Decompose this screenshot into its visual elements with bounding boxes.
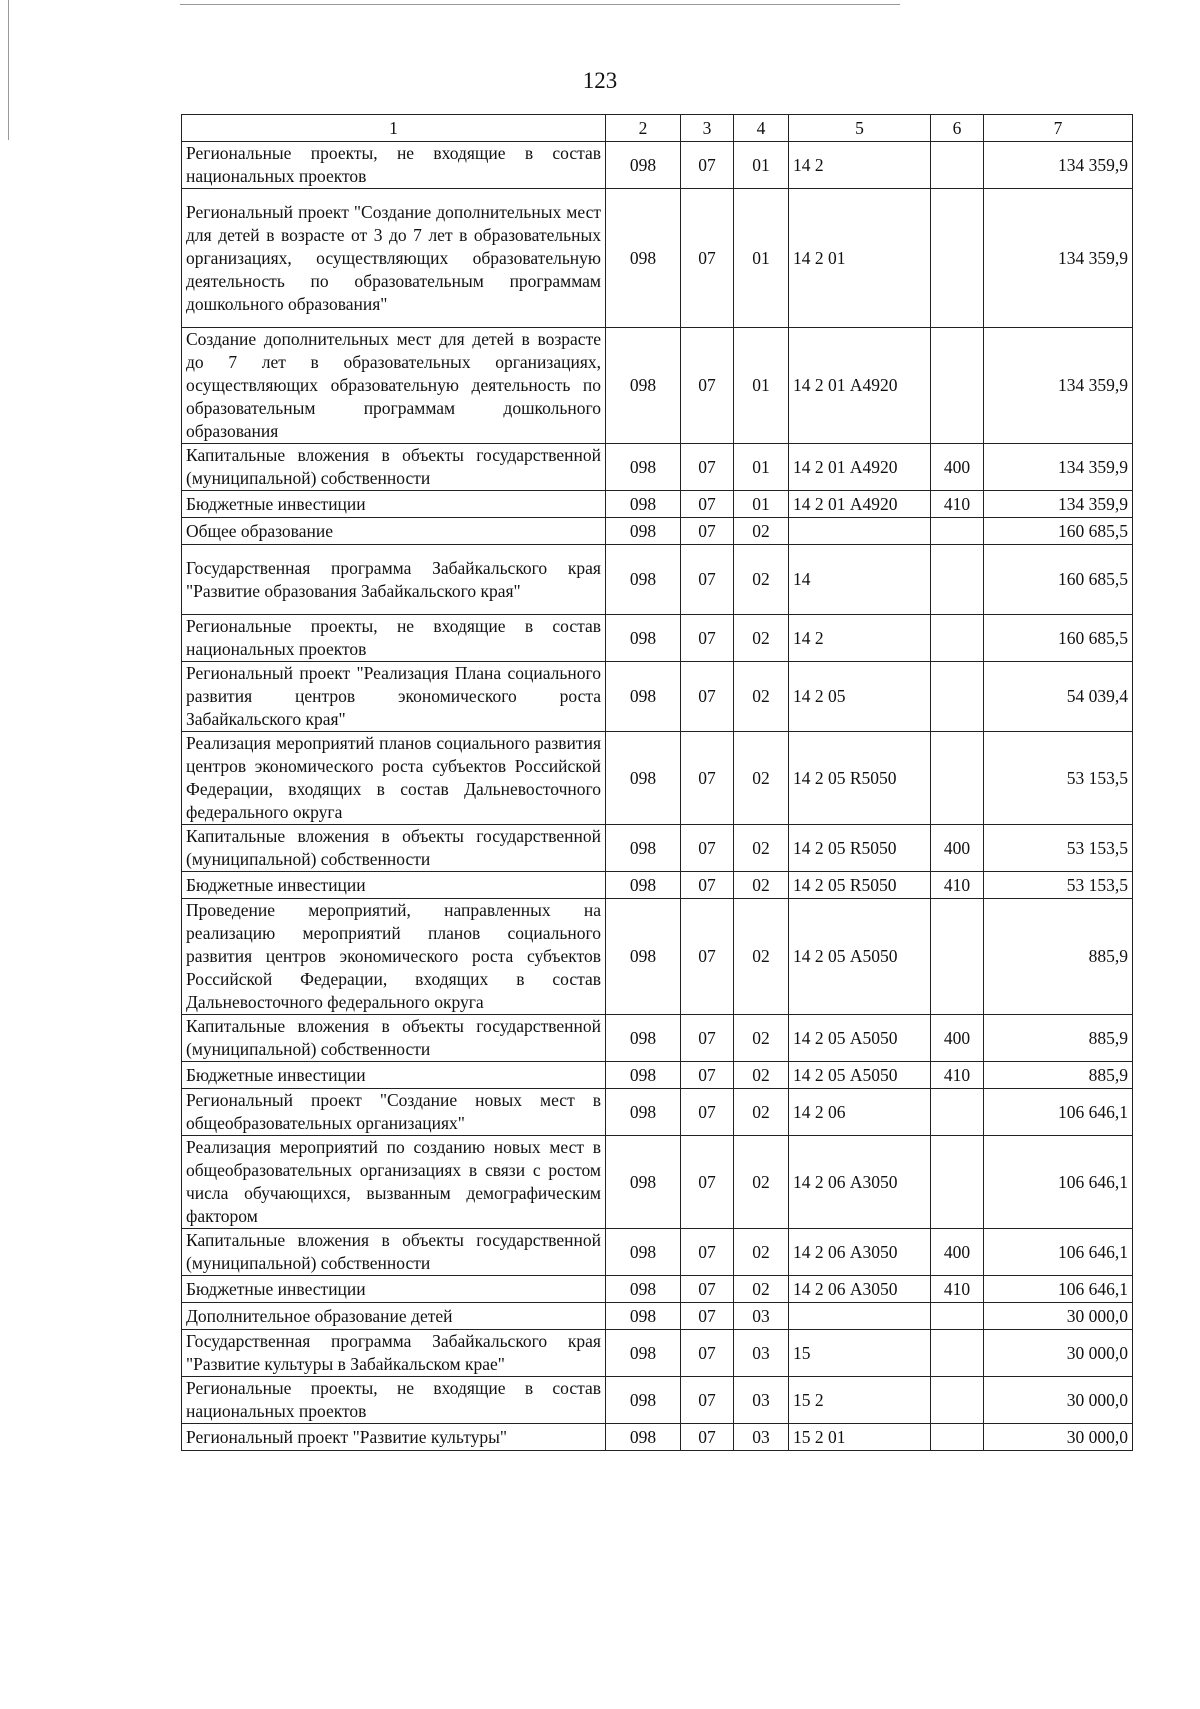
cell-section: 07 <box>681 545 734 615</box>
header-col-4: 4 <box>734 115 789 142</box>
cell-expense-type: 410 <box>931 872 984 899</box>
cell-section: 07 <box>681 662 734 732</box>
cell-subsection: 01 <box>734 491 789 518</box>
cell-amount: 160 685,5 <box>984 615 1133 662</box>
cell-name: Региональные проекты, не входящие в состав национальных проектов <box>182 142 606 189</box>
cell-code-admin: 098 <box>606 1136 681 1229</box>
table-row <box>182 1015 1133 1062</box>
table-row <box>182 189 1133 328</box>
cell-name: Реализация мероприятий планов социального развития центров экономического роста субъектов Российской Федерации, входящих в состав Дальневосточного федерального округа <box>182 732 606 825</box>
cell-subsection: 02 <box>734 1276 789 1303</box>
cell-target-article: 14 2 01 А4920 <box>789 491 931 518</box>
cell-name: Региональный проект "Реализация Плана социального развития центров экономического роста Забайкальского края" <box>182 662 606 732</box>
cell-amount: 106 646,1 <box>984 1136 1133 1229</box>
cell-target-article: 14 2 05 А5050 <box>789 899 931 1015</box>
cell-amount: 134 359,9 <box>984 491 1133 518</box>
cell-name: Капитальные вложения в объекты государственной (муниципальной) собственности <box>182 825 606 872</box>
cell-code-admin: 098 <box>606 825 681 872</box>
cell-expense-type <box>931 899 984 1015</box>
cell-subsection: 02 <box>734 615 789 662</box>
cell-amount: 134 359,9 <box>984 444 1133 491</box>
cell-amount: 106 646,1 <box>984 1229 1133 1276</box>
cell-code-admin: 098 <box>606 1303 681 1330</box>
table-row <box>182 872 1133 899</box>
cell-name: Дополнительное образование детей <box>182 1303 606 1330</box>
cell-name: Региональные проекты, не входящие в состав национальных проектов <box>182 615 606 662</box>
cell-expense-type <box>931 662 984 732</box>
header-col-6: 6 <box>931 115 984 142</box>
cell-target-article: 14 2 01 <box>789 189 931 328</box>
cell-subsection: 02 <box>734 1062 789 1089</box>
cell-expense-type: 410 <box>931 1062 984 1089</box>
cell-target-article: 14 2 <box>789 615 931 662</box>
cell-name: Общее образование <box>182 518 606 545</box>
cell-target-article: 14 2 05 А5050 <box>789 1062 931 1089</box>
cell-section: 07 <box>681 328 734 444</box>
cell-name: Бюджетные инвестиции <box>182 491 606 518</box>
cell-target-article: 14 2 06 А3050 <box>789 1136 931 1229</box>
cell-name: Капитальные вложения в объекты государственной (муниципальной) собственности <box>182 1229 606 1276</box>
cell-code-admin: 098 <box>606 142 681 189</box>
cell-subsection: 01 <box>734 444 789 491</box>
cell-section: 07 <box>681 518 734 545</box>
cell-target-article <box>789 1303 931 1330</box>
table-row <box>182 1377 1133 1424</box>
header-col-1: 1 <box>182 115 606 142</box>
cell-subsection: 02 <box>734 872 789 899</box>
table-row <box>182 1330 1133 1377</box>
cell-subsection: 03 <box>734 1330 789 1377</box>
cell-amount: 106 646,1 <box>984 1089 1133 1136</box>
scan-edge-line <box>180 4 900 5</box>
cell-code-admin: 098 <box>606 1229 681 1276</box>
cell-amount: 30 000,0 <box>984 1377 1133 1424</box>
table-row <box>182 662 1133 732</box>
cell-code-admin: 098 <box>606 518 681 545</box>
cell-target-article: 15 2 01 <box>789 1424 931 1451</box>
cell-amount: 106 646,1 <box>984 1276 1133 1303</box>
cell-expense-type <box>931 1303 984 1330</box>
cell-section: 07 <box>681 1136 734 1229</box>
cell-subsection: 02 <box>734 518 789 545</box>
cell-name: Государственная программа Забайкальского края "Развитие образования Забайкальского края" <box>182 545 606 615</box>
cell-section: 07 <box>681 899 734 1015</box>
cell-code-admin: 098 <box>606 444 681 491</box>
cell-expense-type <box>931 518 984 545</box>
table-row <box>182 142 1133 189</box>
cell-subsection: 01 <box>734 189 789 328</box>
cell-expense-type <box>931 1424 984 1451</box>
cell-expense-type <box>931 1136 984 1229</box>
cell-expense-type <box>931 1089 984 1136</box>
cell-code-admin: 098 <box>606 1015 681 1062</box>
cell-subsection: 03 <box>734 1303 789 1330</box>
cell-section: 07 <box>681 189 734 328</box>
cell-section: 07 <box>681 732 734 825</box>
table-row <box>182 518 1133 545</box>
cell-expense-type <box>931 1330 984 1377</box>
cell-name: Бюджетные инвестиции <box>182 872 606 899</box>
cell-target-article: 14 2 05 А5050 <box>789 1015 931 1062</box>
table-row <box>182 491 1133 518</box>
cell-code-admin: 098 <box>606 1377 681 1424</box>
table-row <box>182 615 1133 662</box>
cell-subsection: 02 <box>734 732 789 825</box>
cell-name: Региональный проект "Создание новых мест в общеобразовательных организациях" <box>182 1089 606 1136</box>
table-row <box>182 1424 1133 1451</box>
cell-section: 07 <box>681 1015 734 1062</box>
cell-amount: 160 685,5 <box>984 545 1133 615</box>
table-row <box>182 1136 1133 1229</box>
cell-name: Региональный проект "Создание дополнительных мест для детей в возрасте от 3 до 7 лет в образовательных организациях, осуществляющих образовательную деятельность по образовательным программам дошкольного образования" <box>182 189 606 328</box>
cell-expense-type: 400 <box>931 1015 984 1062</box>
cell-code-admin: 098 <box>606 1330 681 1377</box>
cell-code-admin: 098 <box>606 491 681 518</box>
table-row <box>182 899 1133 1015</box>
table-row <box>182 444 1133 491</box>
cell-amount: 134 359,9 <box>984 189 1133 328</box>
cell-name: Капитальные вложения в объекты государственной (муниципальной) собственности <box>182 1015 606 1062</box>
cell-amount: 885,9 <box>984 1015 1133 1062</box>
cell-section: 07 <box>681 491 734 518</box>
cell-expense-type <box>931 328 984 444</box>
header-col-2: 2 <box>606 115 681 142</box>
cell-target-article: 14 2 06 <box>789 1089 931 1136</box>
cell-section: 07 <box>681 1062 734 1089</box>
cell-code-admin: 098 <box>606 189 681 328</box>
cell-amount: 160 685,5 <box>984 518 1133 545</box>
cell-name: Государственная программа Забайкальского края "Развитие культуры в Забайкальском крае" <box>182 1330 606 1377</box>
cell-name: Региональный проект "Развитие культуры" <box>182 1424 606 1451</box>
cell-subsection: 03 <box>734 1377 789 1424</box>
cell-amount: 134 359,9 <box>984 142 1133 189</box>
cell-amount: 30 000,0 <box>984 1330 1133 1377</box>
cell-amount: 53 153,5 <box>984 825 1133 872</box>
table-row <box>182 1276 1133 1303</box>
cell-target-article: 14 2 05 R5050 <box>789 825 931 872</box>
cell-expense-type <box>931 189 984 328</box>
cell-section: 07 <box>681 615 734 662</box>
table-row <box>182 545 1133 615</box>
cell-name: Капитальные вложения в объекты государственной (муниципальной) собственности <box>182 444 606 491</box>
cell-target-article: 14 2 06 А3050 <box>789 1229 931 1276</box>
cell-subsection: 02 <box>734 1015 789 1062</box>
cell-code-admin: 098 <box>606 1276 681 1303</box>
cell-amount: 885,9 <box>984 1062 1133 1089</box>
cell-subsection: 02 <box>734 545 789 615</box>
cell-target-article: 14 2 <box>789 142 931 189</box>
cell-code-admin: 098 <box>606 615 681 662</box>
header-row <box>182 115 1133 142</box>
cell-section: 07 <box>681 1303 734 1330</box>
cell-target-article: 15 2 <box>789 1377 931 1424</box>
cell-section: 07 <box>681 1424 734 1451</box>
cell-expense-type: 400 <box>931 444 984 491</box>
cell-subsection: 02 <box>734 1229 789 1276</box>
table-row <box>182 1303 1133 1330</box>
cell-target-article: 14 2 05 R5050 <box>789 732 931 825</box>
cell-amount: 885,9 <box>984 899 1133 1015</box>
table-row <box>182 732 1133 825</box>
cell-subsection: 02 <box>734 1089 789 1136</box>
cell-name: Региональные проекты, не входящие в состав национальных проектов <box>182 1377 606 1424</box>
cell-code-admin: 098 <box>606 1424 681 1451</box>
cell-expense-type: 400 <box>931 1229 984 1276</box>
cell-subsection: 01 <box>734 142 789 189</box>
cell-expense-type <box>931 1377 984 1424</box>
cell-name: Бюджетные инвестиции <box>182 1276 606 1303</box>
cell-subsection: 02 <box>734 662 789 732</box>
cell-amount: 53 153,5 <box>984 732 1133 825</box>
table-row <box>182 328 1133 444</box>
cell-expense-type <box>931 545 984 615</box>
cell-subsection: 02 <box>734 825 789 872</box>
cell-section: 07 <box>681 1089 734 1136</box>
cell-subsection: 02 <box>734 899 789 1015</box>
cell-target-article: 14 2 05 <box>789 662 931 732</box>
cell-section: 07 <box>681 1330 734 1377</box>
cell-target-article: 14 <box>789 545 931 615</box>
cell-amount: 134 359,9 <box>984 328 1133 444</box>
cell-subsection: 01 <box>734 328 789 444</box>
cell-expense-type: 400 <box>931 825 984 872</box>
cell-amount: 30 000,0 <box>984 1303 1133 1330</box>
cell-expense-type <box>931 142 984 189</box>
cell-section: 07 <box>681 825 734 872</box>
cell-section: 07 <box>681 142 734 189</box>
cell-target-article: 14 2 05 R5050 <box>789 872 931 899</box>
cell-code-admin: 098 <box>606 1062 681 1089</box>
cell-expense-type: 410 <box>931 491 984 518</box>
cell-subsection: 03 <box>734 1424 789 1451</box>
budget-table <box>181 114 1133 1451</box>
cell-section: 07 <box>681 444 734 491</box>
cell-amount: 54 039,4 <box>984 662 1133 732</box>
cell-code-admin: 098 <box>606 872 681 899</box>
cell-name: Бюджетные инвестиции <box>182 1062 606 1089</box>
cell-name: Реализация мероприятий по созданию новых мест в общеобразовательных организациях в связи с ростом числа обучающихся, вызванным демографическим фактором <box>182 1136 606 1229</box>
table-row <box>182 1089 1133 1136</box>
cell-section: 07 <box>681 1377 734 1424</box>
cell-amount: 53 153,5 <box>984 872 1133 899</box>
cell-name: Создание дополнительных мест для детей в возрасте до 7 лет в образовательных организациях, осуществляющих образовательную деятельность по образовательным программам дошкольного образования <box>182 328 606 444</box>
cell-code-admin: 098 <box>606 328 681 444</box>
cell-section: 07 <box>681 1229 734 1276</box>
cell-subsection: 02 <box>734 1136 789 1229</box>
cell-section: 07 <box>681 872 734 899</box>
table-body <box>182 142 1133 1451</box>
page-number: 123 <box>582 68 618 93</box>
table-row <box>182 1229 1133 1276</box>
cell-code-admin: 098 <box>606 662 681 732</box>
table-row <box>182 1062 1133 1089</box>
table-row <box>182 825 1133 872</box>
cell-expense-type <box>931 615 984 662</box>
cell-code-admin: 098 <box>606 899 681 1015</box>
cell-expense-type: 410 <box>931 1276 984 1303</box>
header-col-5: 5 <box>789 115 931 142</box>
cell-target-article: 15 <box>789 1330 931 1377</box>
cell-code-admin: 098 <box>606 732 681 825</box>
cell-section: 07 <box>681 1276 734 1303</box>
cell-name: Проведение мероприятий, направленных на реализацию мероприятий планов социального развития центров экономического роста субъектов Российской Федерации, входящих в состав Дальневосточного федерального округа <box>182 899 606 1015</box>
cell-target-article: 14 2 06 А3050 <box>789 1276 931 1303</box>
cell-expense-type <box>931 732 984 825</box>
header-col-3: 3 <box>681 115 734 142</box>
cell-target-article: 14 2 01 А4920 <box>789 328 931 444</box>
header-col-7: 7 <box>984 115 1133 142</box>
cell-code-admin: 098 <box>606 1089 681 1136</box>
cell-amount: 30 000,0 <box>984 1424 1133 1451</box>
cell-target-article: 14 2 01 А4920 <box>789 444 931 491</box>
cell-target-article <box>789 518 931 545</box>
cell-code-admin: 098 <box>606 545 681 615</box>
